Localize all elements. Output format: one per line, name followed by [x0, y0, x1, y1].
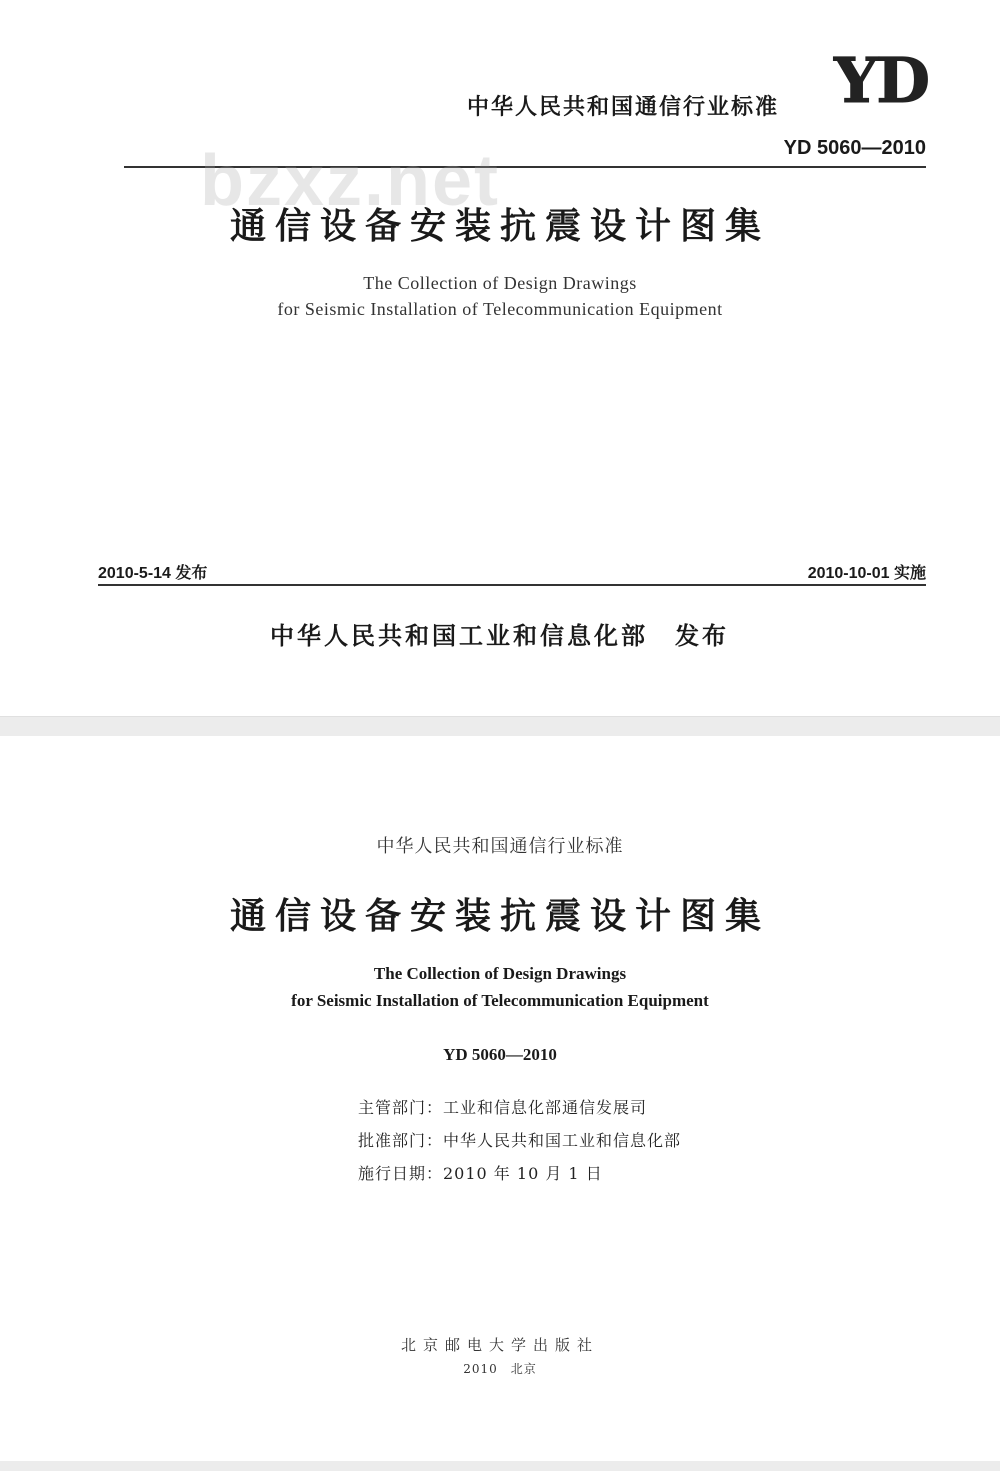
effective-date: 2010-10-01 实施 [807, 565, 926, 582]
title-en-line2: for Seismic Installation of Telecommunication Equipment [277, 299, 723, 319]
page-separator-bottom [0, 1461, 1000, 1471]
title-en-line1: The Collection of Design Drawings [363, 273, 637, 293]
title-page-title-en-line1: The Collection of Design Drawings [373, 964, 627, 983]
page-separator [0, 716, 1000, 738]
publisher: 中华人民共和国工业和信息化部 发布 [270, 622, 729, 650]
release-date: 2010-5-14 发布 [98, 565, 208, 582]
title-page-standard-code: YD 5060—2010 [443, 1045, 557, 1064]
yd-logo: YD [833, 44, 928, 117]
title-page-title-en-line2: for Seismic Installation of Telecommunication Equipment [291, 991, 709, 1010]
competent-department: 主管部门：工业和信息化部通信发展司 [358, 1098, 648, 1117]
press-year-city: 2010 北京 [463, 1362, 537, 1376]
title-page-industry-standard: 中华人民共和国通信行业标准 [376, 836, 624, 857]
industry-standard-label: 中华人民共和国通信行业标准 [467, 95, 780, 120]
footer-rule [98, 584, 926, 586]
title-page-title-cn: 通信设备安装抗震设计图集 [229, 896, 770, 937]
approving-department: 批准部门：中华人民共和国工业和信息化部 [358, 1131, 682, 1150]
watermark: bzxz.net [200, 141, 501, 221]
standard-code: YD 5060—2010 [783, 137, 926, 159]
implementation-date: 施行日期：2010 年 10 月 1 日 [358, 1164, 603, 1183]
title-cn: 通信设备安装抗震设计图集 [229, 206, 770, 247]
press-name: 北京邮电大学出版社 [400, 1336, 599, 1354]
cover-page [0, 0, 1000, 716]
